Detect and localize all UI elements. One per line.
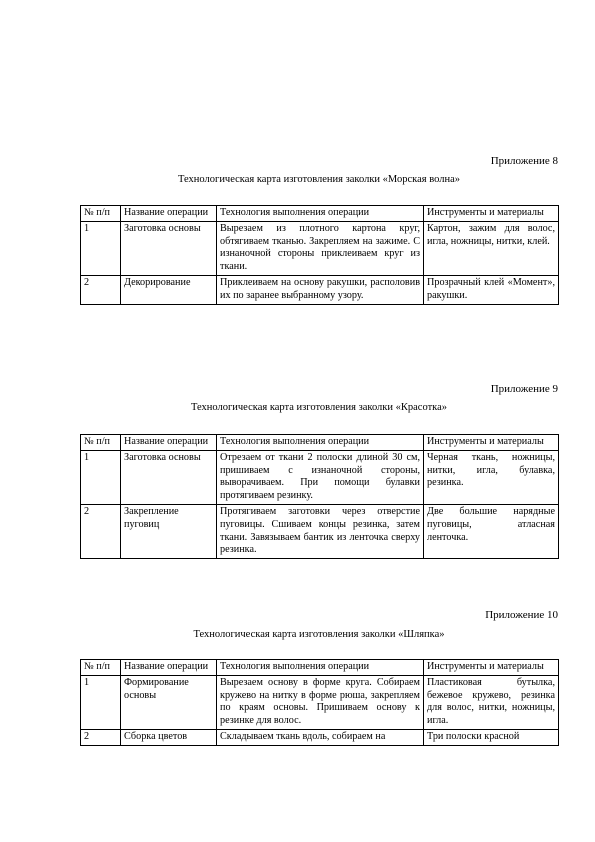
table-row [81,275,559,304]
table-header-row [81,660,559,676]
header-name: Название операции [121,660,217,676]
cell-tech: Складываем ткань вдоль, собираем на [217,729,424,745]
table-header-row [81,206,559,222]
cell-name: Формирование основы [121,675,217,729]
table-title: Технологическая карта изготовления заколки «Красотка» [190,402,448,413]
cell-tech: Вырезаем основу в форме круга. Собираем кружево на нитку в форме рюша, закрепляем по краям основы. Пришиваем основу к резинке для волос. [217,675,424,729]
cell-name: Закрепление пуговиц [121,504,217,558]
tech-card-table [80,659,559,746]
tech-card-table [80,434,559,559]
header-tools: Инструменты и материалы [424,435,559,451]
appendix-label: Приложение 8 [490,155,558,167]
header-tools: Инструменты и материалы [424,660,559,676]
header-name: Название операции [121,206,217,222]
cell-tools: Картон, зажим для волос, игла, ножницы, нитки, клей. [424,221,559,275]
table-row [81,504,559,558]
cell-num: 2 [81,729,121,745]
cell-num: 2 [81,504,121,558]
table-row [81,729,559,745]
cell-tools: Прозрачный клей «Момент», ракушки. [424,275,559,304]
cell-tech: Приклеиваем на основу ракушки, располовив их по заранее выбранному узору. [217,275,424,304]
header-num: № п/п [81,660,121,676]
cell-tools: Две большие нарядные пуговицы, атласная ленточка. [424,504,559,558]
table-row [81,450,559,504]
header-name: Название операции [121,435,217,451]
tech-card-table [80,205,559,305]
cell-num: 1 [81,221,121,275]
header-tools: Инструменты и материалы [424,206,559,222]
cell-tech: Отрезаем от ткани 2 полоски длиной 30 см, пришиваем с изнаночной стороны, выворачиваем. При помощи булавки протягиваем резинку. [217,450,424,504]
header-tech: Технология выполнения операции [217,435,424,451]
table-title: Технологическая карта изготовления заколки «Шляпка» [193,629,445,640]
appendix-label: Приложение 9 [490,383,558,395]
cell-tools: Черная ткань, ножницы, нитки, игла, булавка, резинка. [424,450,559,504]
cell-num: 1 [81,675,121,729]
table-header-row [81,435,559,451]
header-tech: Технология выполнения операции [217,660,424,676]
table-row [81,221,559,275]
cell-num: 2 [81,275,121,304]
cell-name: Заготовка основы [121,450,217,504]
cell-name: Сборка цветов [121,729,217,745]
header-tech: Технология выполнения операции [217,206,424,222]
table-row [81,675,559,729]
cell-num: 1 [81,450,121,504]
cell-name: Заготовка основы [121,221,217,275]
table-title: Технологическая карта изготовления заколки «Морская волна» [178,174,460,185]
cell-tools: Три полоски красной [424,729,559,745]
cell-tech: Вырезаем из плотного картона круг, обтягиваем тканью. Закрепляем на зажиме. С изнаночной стороны приклеиваем круг из ткани. [217,221,424,275]
appendix-label: Приложение 10 [485,609,558,621]
cell-tech: Протягиваем заготовки через отверстие пуговицы. Сшиваем концы резинка, затем ткани. Завязываем бантик из ленточка сверху резинка. [217,504,424,558]
cell-name: Декорирование [121,275,217,304]
cell-tools: Пластиковая бутылка, бежевое кружево, резинка для волос, нитки, ножницы, игла. [424,675,559,729]
header-num: № п/п [81,435,121,451]
header-num: № п/п [81,206,121,222]
